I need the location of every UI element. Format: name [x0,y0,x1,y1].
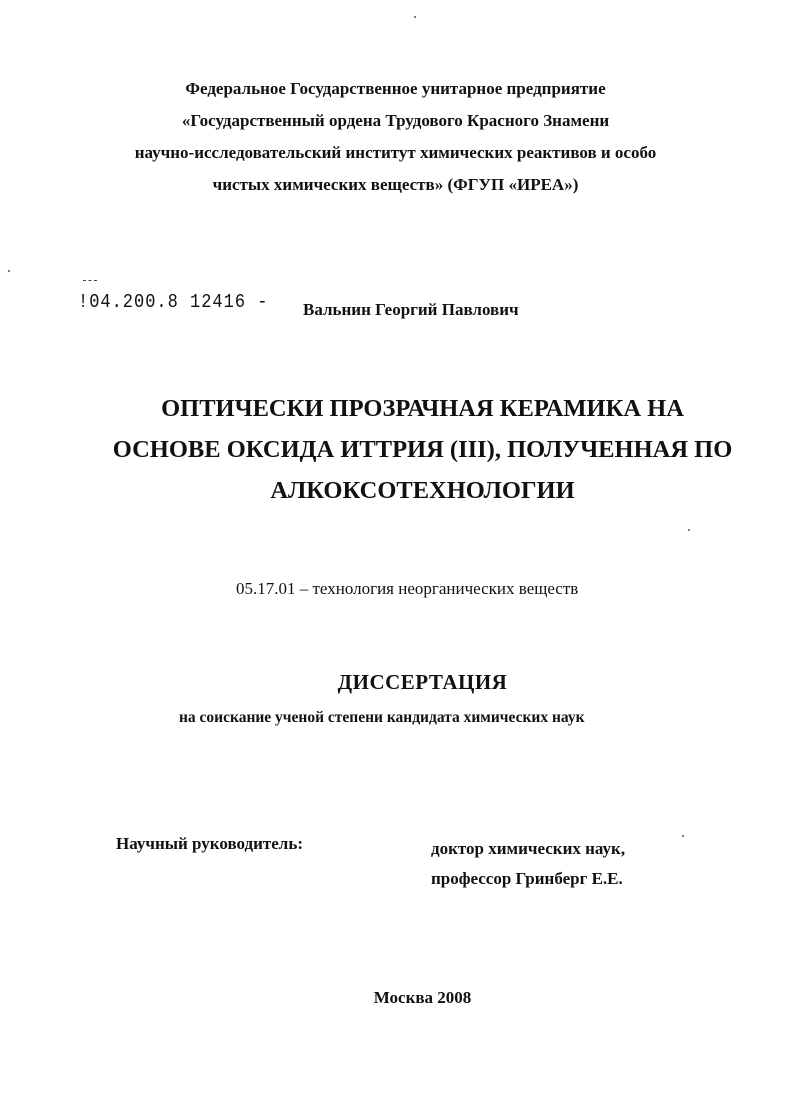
supervisor-degree: доктор химических наук, [431,839,626,858]
scan-speck [688,529,690,531]
thesis-title-line: ОПТИЧЕСКИ ПРОЗРАЧНАЯ КЕРАМИКА НА [161,395,684,422]
library-stamp-number: !04.200.8 12416 - [78,292,269,314]
stamp-mark [83,280,97,283]
thesis-title-line: ОСНОВЕ ОКСИДА ИТТРИЯ (III), ПОЛУЧЕННАЯ ПО [112,436,733,463]
degree-statement: на соискание ученой степени кандидата химических наук [179,709,585,726]
supervisor-name: профессор Гринберг Е.Е. [431,869,623,888]
organization-line: Федеральное Государственное унитарное предприятие [185,79,606,98]
scan-speck [682,835,684,837]
organization-line: научно-исследовательский институт химических реактивов и особо [134,143,657,162]
organization-block [0,73,791,201]
scan-speck [414,16,416,18]
organization-line: чистых химических веществ» (ФГУП «ИРЕА») [212,175,579,194]
document-type-heading: ДИССЕРТАЦИЯ [337,670,508,694]
thesis-title-line: АЛКОКСОТЕХНОЛОГИИ [270,477,575,504]
supervisor-label: Научный руководитель: [116,834,303,853]
organization-line: «Государственный ордена Трудового Красного Знамени [181,111,610,130]
author-name: Вальнин Георгий Павлович [303,300,519,319]
scan-speck [8,270,10,272]
specialty-code: 05.17.01 – технология неорганических веществ [236,579,579,598]
thesis-title [0,388,791,511]
city-year: Москва 2008 [373,988,472,1007]
supervisor-info [431,834,625,894]
